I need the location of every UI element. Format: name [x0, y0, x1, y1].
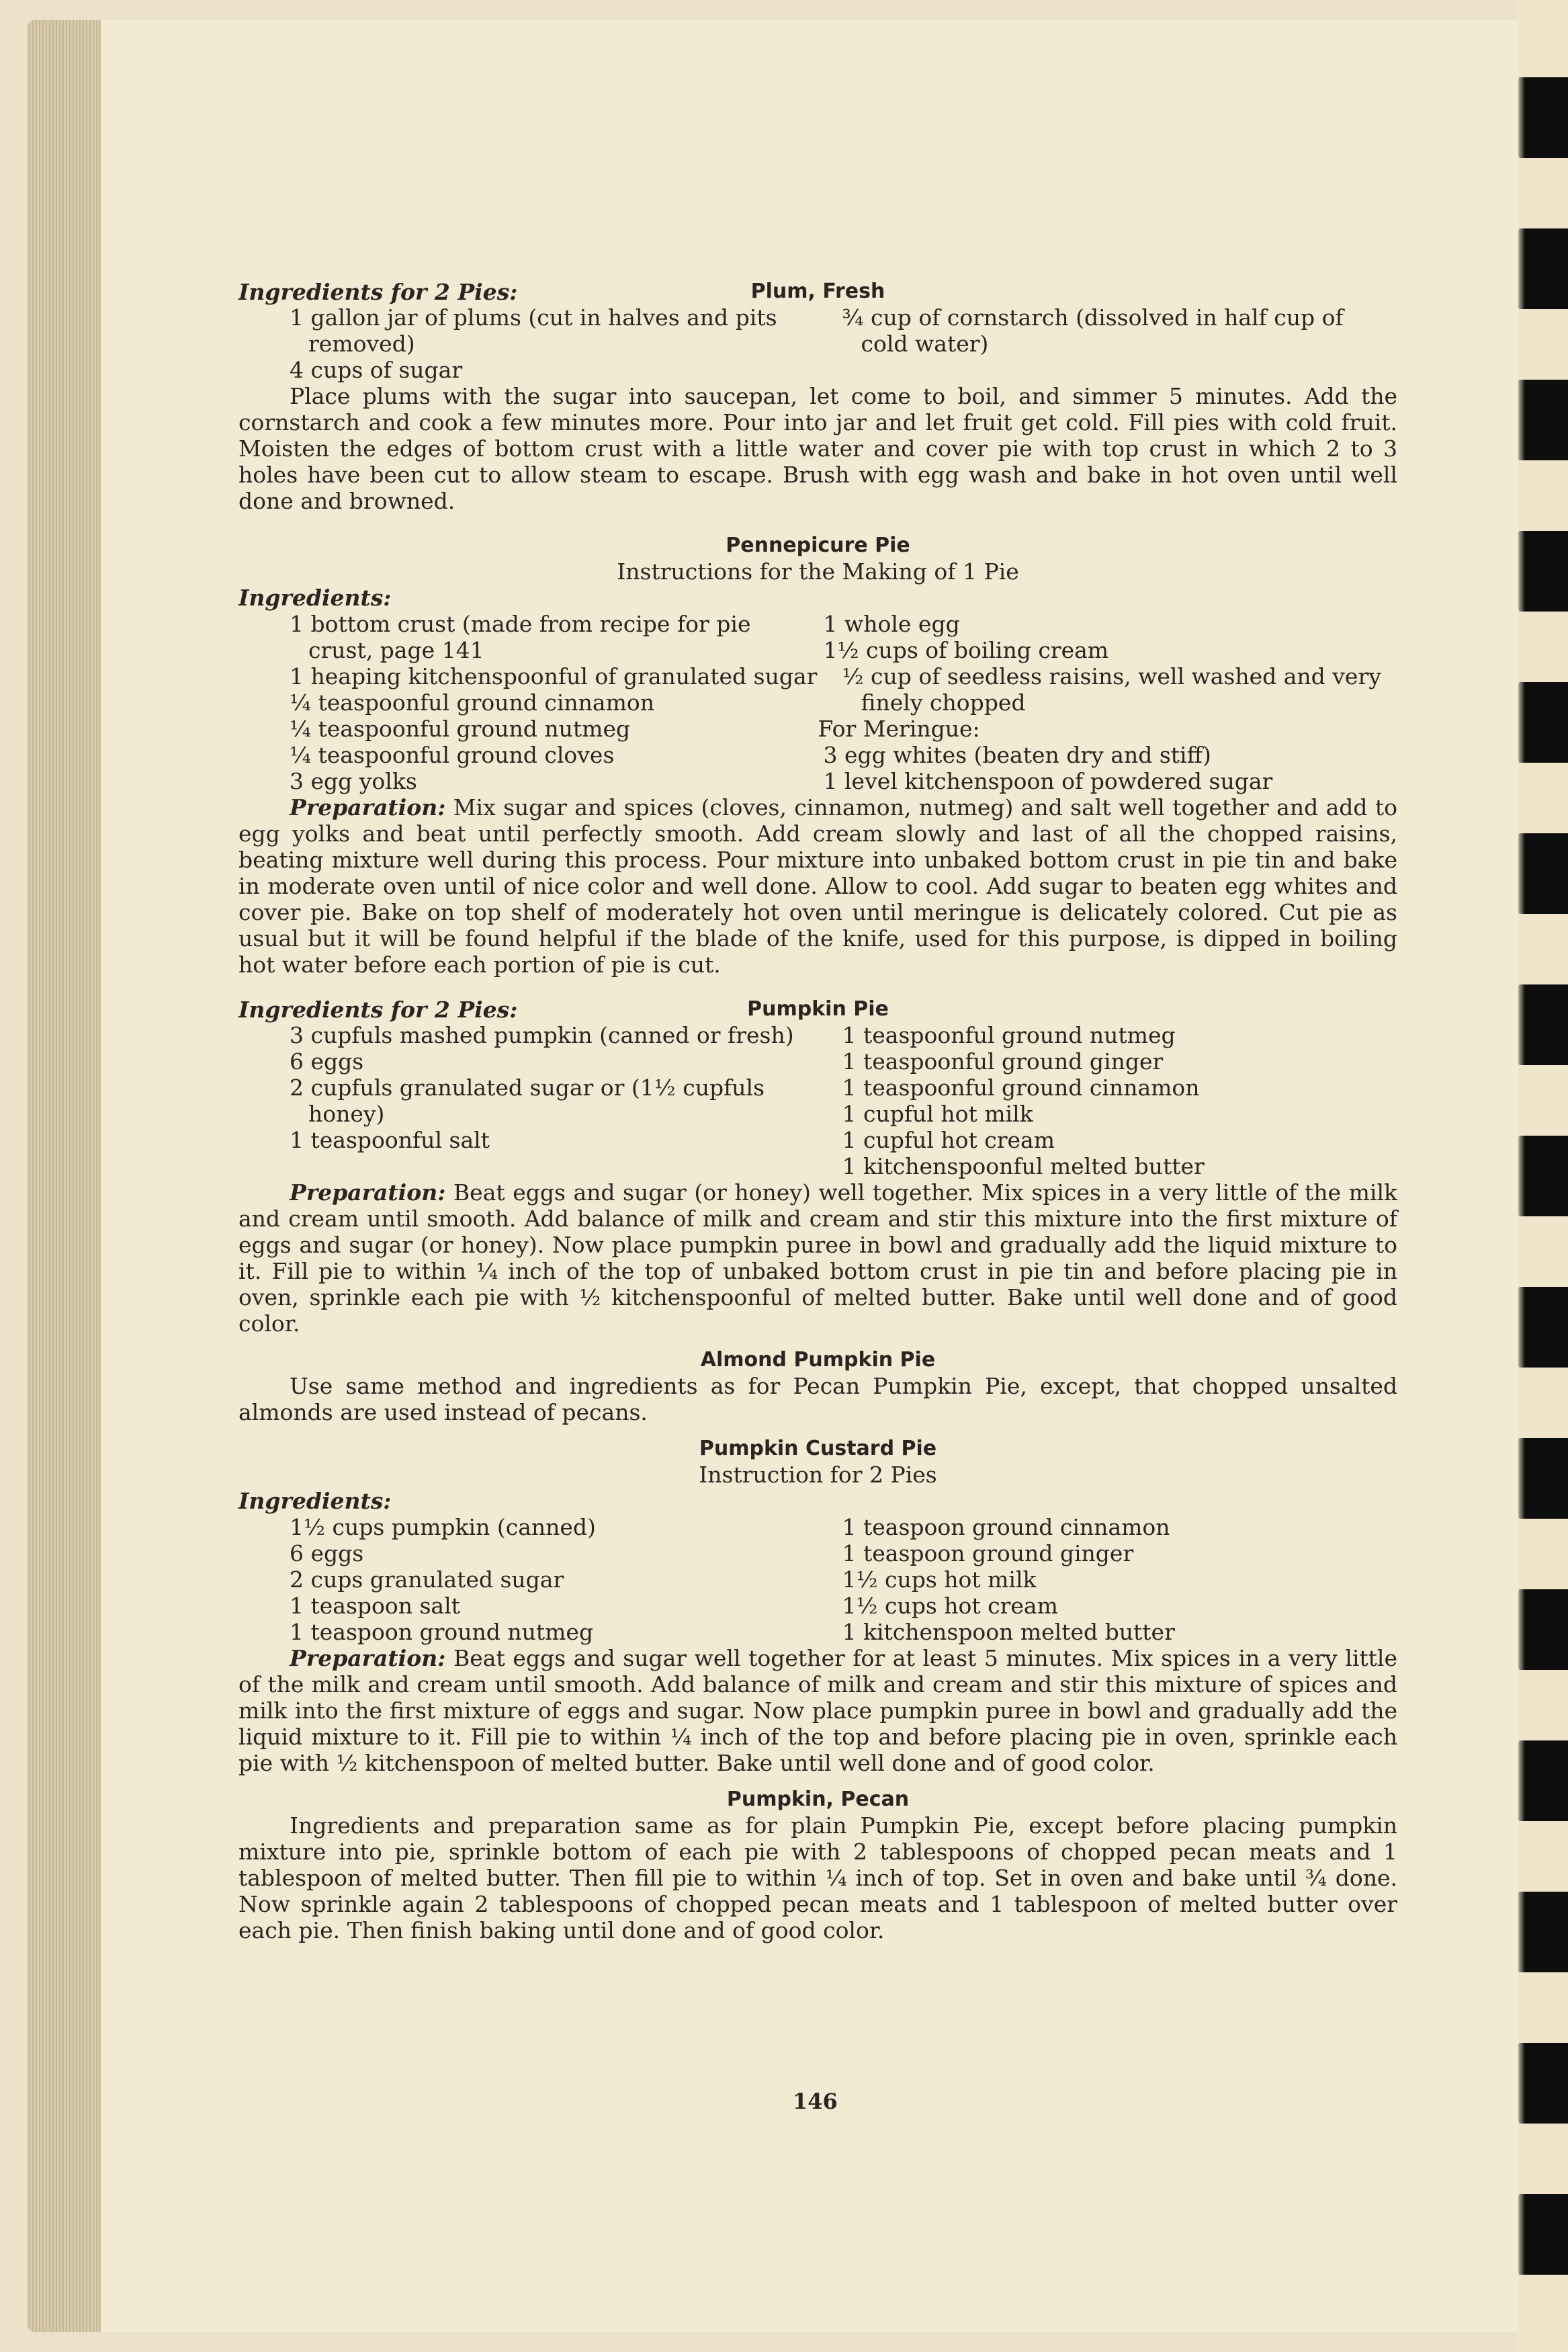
ingredient: 3 egg yolks [290, 768, 417, 794]
ingredient: 1 teaspoonful ground nutmeg [842, 1022, 1176, 1048]
recipe-title: Almond Pumpkin Pie [700, 1348, 936, 1372]
binding-ring [1518, 77, 1568, 158]
ingredient: 1 whole egg [823, 611, 960, 637]
binding-ring [1518, 1892, 1568, 1972]
recipe-title: Pumpkin Custard Pie [699, 1437, 937, 1460]
ingredients-label: Ingredients: [238, 1488, 392, 1514]
meringue-label: For Meringue: [818, 716, 980, 742]
ingredient: 3 cupfuls mashed pumpkin (canned or fresh) [290, 1022, 794, 1048]
ingredient: 3 egg whites (beaten dry and stiff) [823, 742, 1211, 768]
binding-ring [1518, 1589, 1568, 1670]
ingredient: 1 teaspoonful salt [290, 1127, 490, 1153]
ingredient: ¾ cup of cornstarch (dissolved in half cup of cold water) [842, 304, 1344, 357]
ingredient: 1 gallon jar of plums (cut in halves and pits removed) [290, 304, 777, 357]
binding-ring [1518, 1136, 1568, 1216]
ingredient: 1½ cups of boiling cream [823, 637, 1109, 663]
binding-ring [1518, 380, 1568, 460]
method-text: Ingredients and preparation same as for plain Pumpkin Pie, except before placing pumpkin mixture into pie, sprinkle bottom of each pie with 2 tablespoons of chopped pecan meats and 1 tablespoon of melted butter. Then fill pie to within ¼ inch of top. Set in oven and bake until ¾ done. Now sprinkle again 2 tablespoons of chopped pecan meats and 1 tablespoon of melted butter over each pie. Then finish baking until done and of good color. [238, 1812, 1397, 1943]
page-edges [27, 20, 101, 2332]
ingredient-columns [238, 304, 1397, 383]
recipe-almond-pumpkin [238, 1347, 1397, 1425]
recipe-pennepicure [238, 533, 1397, 978]
recipe-title: Pumpkin Pie [747, 997, 889, 1021]
ingredient: 1 kitchenspoon melted butter [842, 1619, 1175, 1645]
ingredient: ½ cup of seedless raisins, well washed and very finely chopped [842, 663, 1381, 716]
recipe-title: Plum, Fresh [750, 280, 885, 303]
ingredient: 2 cups granulated sugar [290, 1566, 564, 1593]
recipe-content [238, 279, 1397, 1943]
ingredient: 4 cups of sugar [290, 357, 463, 383]
method-text: Place plums with the sugar into saucepan, let come to boil, and simmer 5 minutes. Add the cornstarch and cook a few minutes more. Pour into jar and let fruit get cold. Fill pies with cold fruit. Moisten the edges of bottom crust with a little water and cover pie with top crust in which 2 to 3 holes have been cut to allow steam to escape. Brush with egg wash and bake in hot oven until well done and browned. [238, 383, 1397, 514]
recipe-plum [238, 279, 1397, 514]
ingredient: 1 teaspoon ground nutmeg [290, 1619, 594, 1645]
ingredient: 1 teaspoon salt [290, 1593, 460, 1619]
recipe-title: Pennepicure Pie [726, 534, 910, 557]
ingredient: 1 bottom crust (made from recipe for pie crust, page 141 [290, 611, 751, 663]
binding-ring [1518, 228, 1568, 309]
binding-ring [1518, 1438, 1568, 1519]
page-number: 146 [793, 2089, 838, 2114]
binding-ring [1518, 833, 1568, 914]
ingredient: 1 level kitchenspoon of powdered sugar [823, 768, 1273, 794]
binding-ring [1518, 682, 1568, 763]
binding-ring [1518, 2043, 1568, 2124]
preparation-text: Preparation: Beat eggs and sugar well together for at least 5 minutes. Mix spices in a very little of the milk and cream until smooth. Add balance of milk and cream and stir this mixture of spices and milk into the first mixture of eggs and sugar. Now place pumpkin puree in bowl and gradually add the liquid mixture to it. Fill pie to within ¼ inch of the top and before placing pie in oven, sprinkle each pie with ½ kitchenspoon of melted butter. Bake until well done and of good color. [238, 1645, 1397, 1776]
preparation-label: Preparation: [290, 794, 446, 821]
recipe-subtitle: Instructions for the Making of 1 Pie [617, 558, 1019, 585]
binding-ring [1518, 1740, 1568, 1821]
ingredients-label: Ingredients: [238, 585, 392, 611]
ingredient: 1 heaping kitchenspoonful of granulated sugar [290, 663, 818, 689]
ingredient: 1 teaspoonful ground cinnamon [842, 1075, 1200, 1101]
method-text: Use same method and ingredients as for Pecan Pumpkin Pie, except, that chopped unsalted almonds are used instead of pecans. [238, 1373, 1397, 1425]
preparation-label: Preparation: [290, 1179, 446, 1206]
ingredient: ¼ teaspoonful ground cinnamon [290, 689, 655, 716]
ingredient: ¼ teaspoonful ground nutmeg [290, 716, 631, 742]
ingredient: 1 teaspoonful ground ginger [842, 1048, 1164, 1075]
ingredient: 1½ cups pumpkin (canned) [290, 1514, 596, 1540]
ingredient: 1 cupful hot cream [842, 1127, 1055, 1153]
ingredient: 6 eggs [290, 1540, 364, 1566]
ingredient: 2 cupfuls granulated sugar or (1½ cupfuls honey) [290, 1075, 765, 1127]
ingredient: 1½ cups hot milk [842, 1566, 1037, 1593]
preparation-label: Preparation: [290, 1645, 446, 1671]
binding-ring [1518, 2194, 1568, 2275]
ingredients-label: Ingredients for 2 Pies: [238, 997, 518, 1023]
ingredient-columns [238, 1022, 1397, 1179]
preparation-text: Preparation: Mix sugar and spices (cloves, cinnamon, nutmeg) and salt well together and add to egg yolks and beat until perfectly smooth. Add cream slowly and last of all the chopped raisins, beating mixture well during this process. Pour mixture into unbaked bottom crust in pie tin and bake in moderate oven until of nice color and well done. Allow to cool. Add sugar to beaten egg whites and cover pie. Bake on top shelf of moderately hot oven until meringue is delicately colored. Cut pie as usual but it will be found helpful if the blade of the knife, used for this purpose, is dipped in boiling hot water before each portion of pie is cut. [238, 794, 1397, 978]
recipe-pumpkin-custard [238, 1436, 1397, 1776]
recipe-title: Pumpkin, Pecan [726, 1788, 910, 1811]
ingredient-columns [238, 1514, 1397, 1645]
recipe-pumpkin-pecan [238, 1787, 1397, 1943]
spiral-binding [1518, 0, 1568, 2352]
ingredient: ¼ teaspoonful ground cloves [290, 742, 615, 768]
preparation-text: Preparation: Beat eggs and sugar (or honey) well together. Mix spices in a very little of the milk and cream until smooth. Add balance of milk and cream and stir this mixture into the first mixture of eggs and sugar (or honey). Now place pumpkin puree in bowl and gradually add the liquid mixture to it. Fill pie to within ¼ inch of the top of unbaked bottom crust in pie tin and before placing pie in oven, sprinkle each pie with ½ kitchenspoonful of melted butter. Bake until well done and of good color. [238, 1179, 1397, 1337]
ingredients-label: Ingredients for 2 Pies: [238, 279, 518, 305]
ingredient-columns [238, 611, 1397, 794]
recipe-pumpkin [238, 997, 1397, 1337]
binding-ring [1518, 1287, 1568, 1368]
ingredient: 6 eggs [290, 1048, 364, 1075]
binding-ring [1518, 531, 1568, 612]
recipe-subtitle: Instruction for 2 Pies [699, 1462, 937, 1488]
ingredient: 1½ cups hot cream [842, 1593, 1058, 1619]
ingredient: 1 cupful hot milk [842, 1101, 1033, 1127]
binding-ring [1518, 984, 1568, 1065]
ingredient: 1 teaspoon ground cinnamon [842, 1514, 1170, 1540]
ingredient: 1 teaspoon ground ginger [842, 1540, 1134, 1566]
ingredient: 1 kitchenspoonful melted butter [842, 1153, 1205, 1179]
